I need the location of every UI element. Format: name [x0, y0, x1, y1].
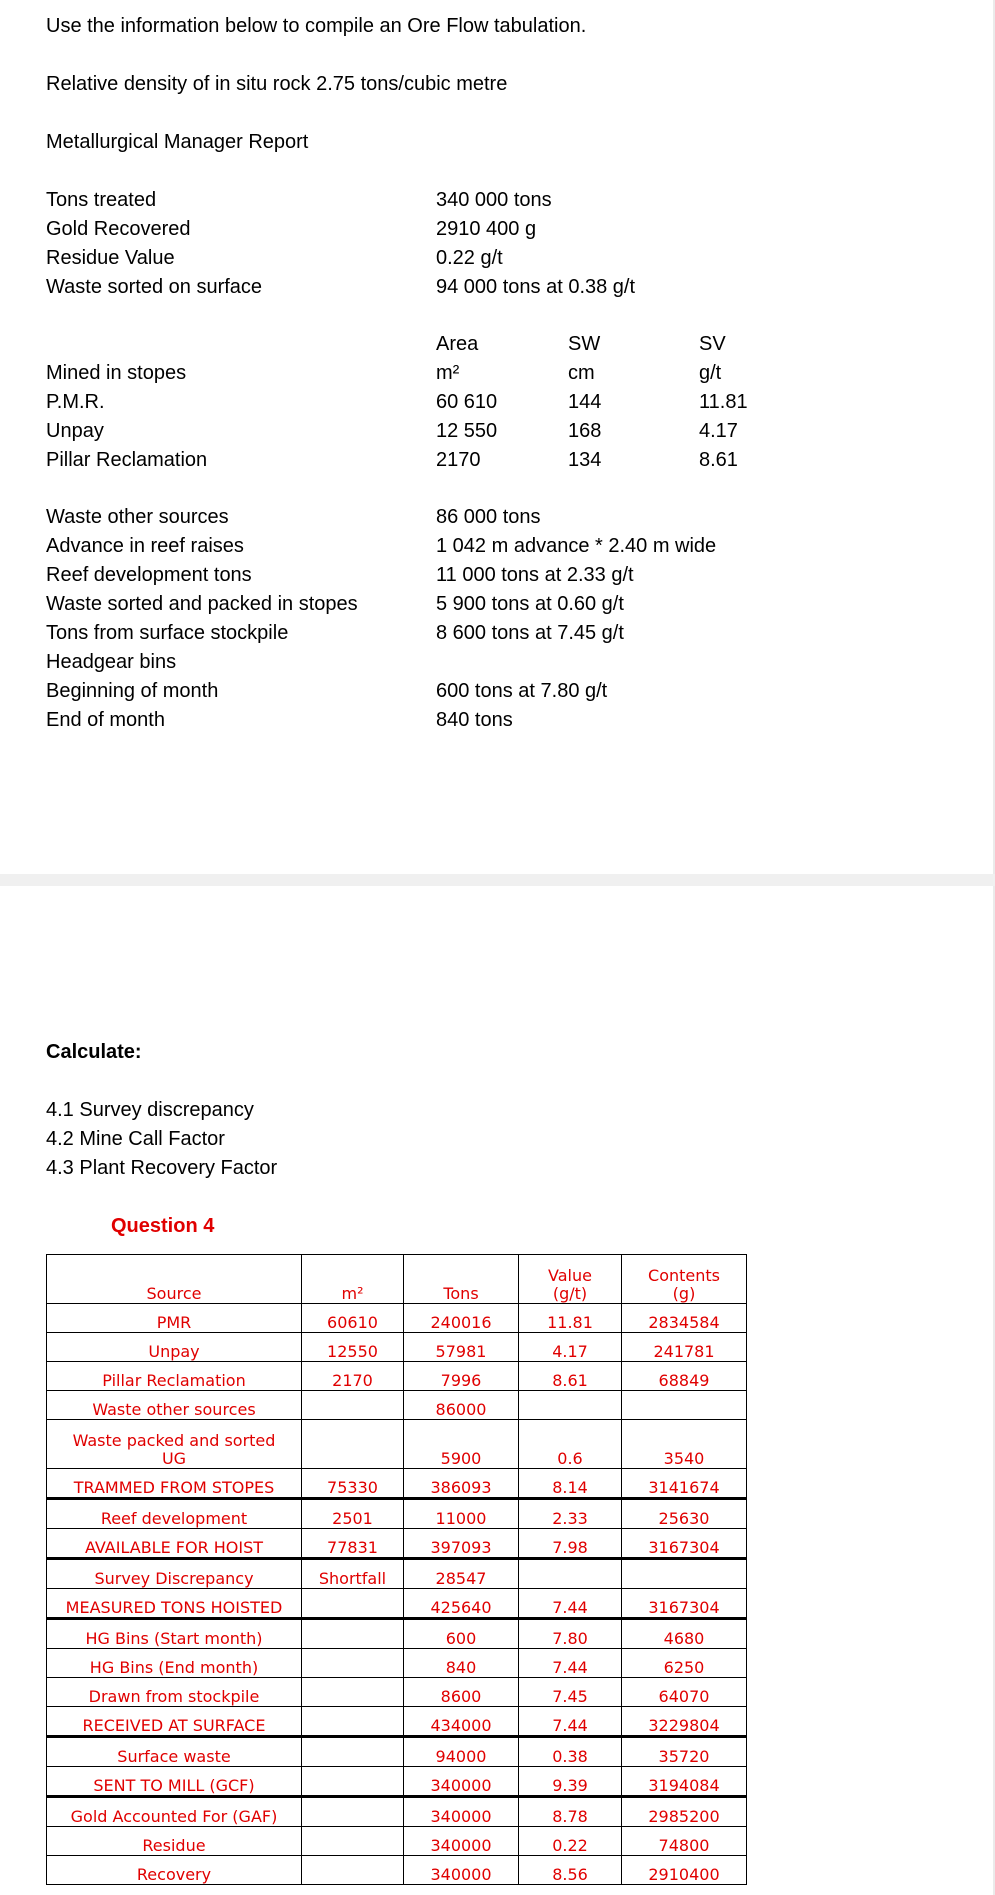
cell-area: 75330 — [302, 1469, 404, 1499]
cell-tons: 94000 — [404, 1737, 519, 1767]
cell-tons: 240016 — [404, 1304, 519, 1333]
cell-contents: 241781 — [622, 1333, 747, 1362]
table-row — [47, 1619, 747, 1649]
cell-tons: 340000 — [404, 1856, 519, 1885]
cell-value: 8.14 — [519, 1469, 622, 1499]
cell-area — [302, 1619, 404, 1649]
cell-area — [302, 1827, 404, 1856]
other-label: Tons from surface stockpile — [46, 622, 289, 644]
other-label: End of month — [46, 709, 165, 731]
cell-tons: 386093 — [404, 1469, 519, 1499]
cell-value: 8.61 — [519, 1362, 622, 1391]
cell-value: 8.56 — [519, 1856, 622, 1885]
cell-source: Waste packed and sorted UG — [47, 1420, 302, 1469]
cell-contents: 2985200 — [622, 1797, 747, 1827]
stopes-header-area: Area — [436, 333, 479, 355]
cell-tons: 340000 — [404, 1797, 519, 1827]
other-value: 86 000 tons — [436, 506, 541, 528]
other-label: Waste sorted and packed in stopes — [46, 593, 358, 615]
cell-tons: 840 — [404, 1649, 519, 1678]
cell-contents: 64070 — [622, 1678, 747, 1707]
stopes-row-sv: 4.17 — [699, 420, 738, 442]
stopes-unit-area: m² — [436, 362, 460, 384]
cell-contents: 25630 — [622, 1499, 747, 1529]
cell-value: 9.39 — [519, 1767, 622, 1797]
other-value: 600 tons at 7.80 g/t — [436, 680, 608, 702]
cell-contents: 74800 — [622, 1827, 747, 1856]
cell-area: Shortfall — [302, 1559, 404, 1589]
calculate-title: Calculate: — [46, 1041, 142, 1063]
stopes-row-label: Unpay — [46, 420, 104, 442]
stopes-row-sw: 144 — [568, 391, 602, 413]
density-text: Relative density of in situ rock 2.75 tons/cubic metre — [46, 73, 508, 95]
table-row — [47, 1499, 747, 1529]
cell-value — [519, 1559, 622, 1589]
other-value: 5 900 tons at 0.60 g/t — [436, 593, 624, 615]
table-header-row — [47, 1255, 747, 1304]
cell-area: 2170 — [302, 1362, 404, 1391]
table-row — [47, 1827, 747, 1856]
cell-value: 7.44 — [519, 1589, 622, 1619]
cell-source: PMR — [47, 1304, 302, 1333]
other-value: 1 042 m advance * 2.40 m wide — [436, 535, 717, 557]
cell-contents: 3167304 — [622, 1529, 747, 1559]
stopes-units-label: Mined in stopes — [46, 362, 187, 384]
cell-contents: 35720 — [622, 1737, 747, 1767]
cell-area — [302, 1856, 404, 1885]
cell-contents: 3141674 — [622, 1469, 747, 1499]
stopes-row-label: Pillar Reclamation — [46, 449, 208, 471]
cell-value: 0.22 — [519, 1827, 622, 1856]
cell-tons: 86000 — [404, 1391, 519, 1420]
table-row — [47, 1391, 747, 1420]
stopes-row-label: P.M.R. — [46, 391, 105, 413]
header-tons: Tons — [404, 1255, 519, 1304]
table-row — [47, 1420, 747, 1469]
cell-value: 0.6 — [519, 1420, 622, 1469]
cell-contents: 4680 — [622, 1619, 747, 1649]
cell-contents: 68849 — [622, 1362, 747, 1391]
cell-source: Waste other sources — [47, 1391, 302, 1420]
report-value: 340 000 tons — [436, 189, 552, 211]
cell-source: Recovery — [47, 1856, 302, 1885]
stopes-row-area: 2170 — [436, 449, 481, 471]
cell-value: 7.45 — [519, 1678, 622, 1707]
cell-area — [302, 1737, 404, 1767]
cell-area — [302, 1707, 404, 1737]
calculate-item: 4.3 Plant Recovery Factor — [46, 1157, 278, 1179]
cell-area: 2501 — [302, 1499, 404, 1529]
other-label: Beginning of month — [46, 680, 219, 702]
cell-tons: 340000 — [404, 1767, 519, 1797]
table-row — [47, 1589, 747, 1619]
cell-source: TRAMMED FROM STOPES — [47, 1469, 302, 1499]
stopes-row-sv: 8.61 — [699, 449, 738, 471]
cell-value: 7.44 — [519, 1649, 622, 1678]
cell-source: Reef development — [47, 1499, 302, 1529]
cell-value: 4.17 — [519, 1333, 622, 1362]
stopes-header-sv: SV — [699, 333, 726, 355]
table-row — [47, 1797, 747, 1827]
header-source: Source — [47, 1255, 302, 1304]
cell-contents — [622, 1559, 747, 1589]
cell-source: Unpay — [47, 1333, 302, 1362]
cell-tons: 8600 — [404, 1678, 519, 1707]
other-label: Reef development tons — [46, 564, 252, 586]
report-value: 94 000 tons at 0.38 g/t — [436, 276, 636, 298]
cell-source: Residue — [47, 1827, 302, 1856]
cell-source: Drawn from stockpile — [47, 1678, 302, 1707]
header-area: m² — [302, 1255, 404, 1304]
cell-contents: 2910400 — [622, 1856, 747, 1885]
instruction-text: Use the information below to compile an Ore Flow tabulation. — [46, 15, 587, 37]
ore-flow-table — [46, 1254, 747, 1885]
stopes-header-sw: SW — [568, 333, 601, 355]
cell-area — [302, 1391, 404, 1420]
header-value: Value (g/t) — [519, 1255, 622, 1304]
table-row — [47, 1678, 747, 1707]
calculate-item: 4.2 Mine Call Factor — [46, 1128, 225, 1150]
cell-value: 11.81 — [519, 1304, 622, 1333]
table-row — [47, 1649, 747, 1678]
stopes-row-area: 60 610 — [436, 391, 498, 413]
table-row — [47, 1304, 747, 1333]
cell-source: Surface waste — [47, 1737, 302, 1767]
table-row — [47, 1469, 747, 1499]
cell-area: 60610 — [302, 1304, 404, 1333]
stopes-row-sw: 168 — [568, 420, 602, 442]
cell-area — [302, 1649, 404, 1678]
cell-source: Gold Accounted For (GAF) — [47, 1797, 302, 1827]
cell-value: 8.78 — [519, 1797, 622, 1827]
other-value: 840 tons — [436, 709, 513, 731]
cell-tons: 57981 — [404, 1333, 519, 1362]
stopes-row-sv: 11.81 — [699, 391, 748, 413]
cell-value: 0.38 — [519, 1737, 622, 1767]
other-value: 8 600 tons at 7.45 g/t — [436, 622, 624, 644]
cell-value: 7.80 — [519, 1619, 622, 1649]
cell-contents: 3167304 — [622, 1589, 747, 1619]
cell-tons: 28547 — [404, 1559, 519, 1589]
other-label: Headgear bins — [46, 651, 177, 673]
cell-tons: 434000 — [404, 1707, 519, 1737]
cell-contents: 2834584 — [622, 1304, 747, 1333]
question-title: Question 4 — [111, 1215, 215, 1237]
cell-source: RECEIVED AT SURFACE — [47, 1707, 302, 1737]
other-value: 11 000 tons at 2.33 g/t — [436, 564, 634, 586]
cell-source: SENT TO MILL (GCF) — [47, 1767, 302, 1797]
stopes-row-area: 12 550 — [436, 420, 498, 442]
page-2 — [0, 886, 995, 1895]
page-1 — [0, 0, 995, 874]
report-label: Tons treated — [46, 189, 157, 211]
cell-contents: 3229804 — [622, 1707, 747, 1737]
cell-value: 7.44 — [519, 1707, 622, 1737]
cell-contents: 3194084 — [622, 1767, 747, 1797]
cell-area — [302, 1589, 404, 1619]
cell-area — [302, 1797, 404, 1827]
report-label: Residue Value — [46, 247, 175, 269]
cell-source: MEASURED TONS HOISTED — [47, 1589, 302, 1619]
table-row — [47, 1333, 747, 1362]
other-label: Waste other sources — [46, 506, 229, 528]
cell-source: Survey Discrepancy — [47, 1559, 302, 1589]
report-label: Waste sorted on surface — [46, 276, 263, 298]
cell-tons: 7996 — [404, 1362, 519, 1391]
cell-contents — [622, 1391, 747, 1420]
cell-area — [302, 1678, 404, 1707]
stopes-unit-sw: cm — [568, 362, 595, 384]
cell-contents: 3540 — [622, 1420, 747, 1469]
report-label: Gold Recovered — [46, 218, 191, 240]
cell-area: 77831 — [302, 1529, 404, 1559]
table-row — [47, 1707, 747, 1737]
cell-source: HG Bins (End month) — [47, 1649, 302, 1678]
table-row — [47, 1362, 747, 1391]
cell-tons: 11000 — [404, 1499, 519, 1529]
cell-tons: 340000 — [404, 1827, 519, 1856]
table-row — [47, 1559, 747, 1589]
stopes-row-sw: 134 — [568, 449, 602, 471]
calculate-item: 4.1 Survey discrepancy — [46, 1099, 254, 1121]
cell-value — [519, 1391, 622, 1420]
report-value: 0.22 g/t — [436, 247, 503, 269]
cell-contents: 6250 — [622, 1649, 747, 1678]
cell-value: 7.98 — [519, 1529, 622, 1559]
cell-source: AVAILABLE FOR HOIST — [47, 1529, 302, 1559]
cell-tons: 397093 — [404, 1529, 519, 1559]
table-row — [47, 1737, 747, 1767]
page-break — [0, 874, 995, 886]
cell-source: HG Bins (Start month) — [47, 1619, 302, 1649]
table-row — [47, 1856, 747, 1885]
report-title: Metallurgical Manager Report — [46, 131, 309, 153]
stopes-unit-sv: g/t — [699, 362, 722, 384]
cell-tons: 5900 — [404, 1420, 519, 1469]
cell-area: 12550 — [302, 1333, 404, 1362]
cell-area — [302, 1767, 404, 1797]
cell-source: Pillar Reclamation — [47, 1362, 302, 1391]
header-contents: Contents (g) — [622, 1255, 747, 1304]
other-label: Advance in reef raises — [46, 535, 244, 557]
cell-tons: 425640 — [404, 1589, 519, 1619]
table-row — [47, 1529, 747, 1559]
cell-area — [302, 1420, 404, 1469]
report-value: 2910 400 g — [436, 218, 537, 240]
cell-value: 2.33 — [519, 1499, 622, 1529]
cell-tons: 600 — [404, 1619, 519, 1649]
table-row — [47, 1767, 747, 1797]
